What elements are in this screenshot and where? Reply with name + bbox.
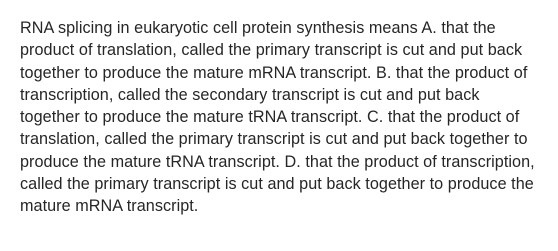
question-text: RNA splicing in eukaryotic cell protein synthesis means A. that the product of translation, called the primary transcript is cut and put back together to produce the mature mRNA transcript. B. that the product of transcription, called the secondary transcript is cut and put back together to produce the mature tRNA transcript. C. that the product of translation, called the primary transcript is cut and put back together to produce the mature tRNA transcript. D. that the product of transcription, called the primary transcript is cut and put back together to produce the mature mRNA transcript. (20, 19, 535, 216)
